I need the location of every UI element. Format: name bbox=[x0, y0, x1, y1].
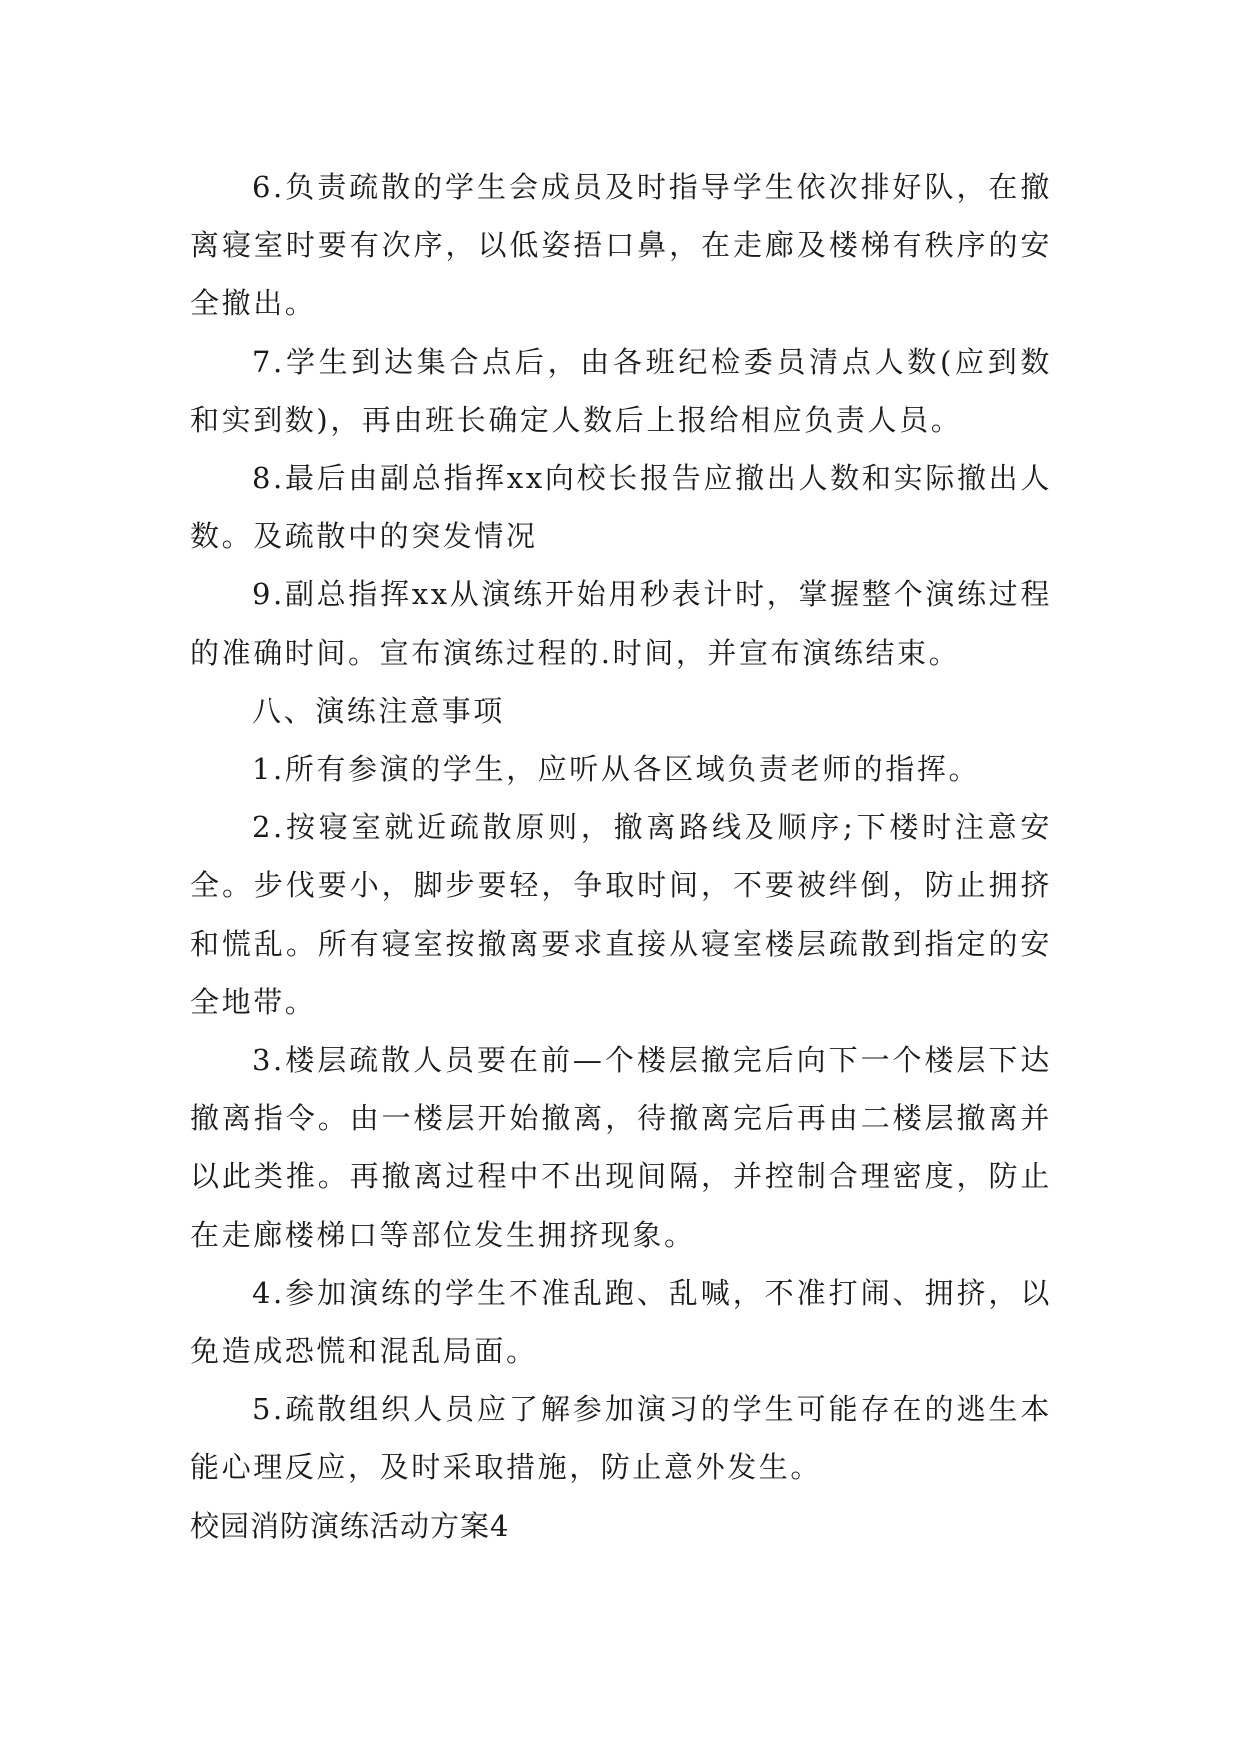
note-item-5: 5.疏散组织人员应了解参加演习的学生可能存在的逃生本能心理反应，及时采取措施，防止意外发生。 bbox=[190, 1392, 1052, 1485]
next-document-title: 校园消防演练活动方案4 bbox=[190, 1508, 510, 1543]
section-heading: 八、演练注意事项 bbox=[252, 693, 505, 728]
paragraph-step-7: 7.学生到达集合点后，由各班纪检委员清点人数(应到数和实到数)，再由班长确定人数后上报给相应负责人员。 bbox=[190, 344, 1052, 437]
note-item-2: 2.按寝室就近疏散原则，撤离路线及顺序;下楼时注意安全。步伐要小，脚步要轻，争取时间，不要被绊倒，防止拥挤和慌乱。所有寝室按撤离要求直接从寝室楼层疏散到指定的安全地带。 bbox=[190, 810, 1052, 1019]
note-item-3: 3.楼层疏散人员要在前—个楼层撤完后向下一个楼层下达撤离指令。由一楼层开始撤离，待撤离完后再由二楼层撤离并以此类推。再撤离过程中不出现间隔，并控制合理密度，防止在走廊楼梯口等部位发生拥挤现象。 bbox=[190, 1043, 1052, 1252]
document-body bbox=[190, 158, 1052, 1555]
paragraph-step-8: 8.最后由副总指挥xx向校长报告应撤出人数和实际撤出人数。及疏散中的突发情况 bbox=[190, 461, 1052, 554]
paragraph-step-9: 9.副总指挥xx从演练开始用秒表计时，掌握整个演练过程的准确时间。宣布演练过程的.时间，并宣布演练结束。 bbox=[190, 577, 1052, 670]
note-item-1: 1.所有参演的学生，应听从各区域负责老师的指挥。 bbox=[252, 752, 981, 787]
note-item-4: 4.参加演练的学生不准乱跑、乱喊，不准打闹、拥挤，以免造成恐慌和混乱局面。 bbox=[190, 1275, 1052, 1369]
paragraph-step-6: 6.负责疏散的学生会成员及时指导学生依次排好队，在撤离寝室时要有次序，以低姿捂口鼻，在走廊及楼梯有秩序的安全撤出。 bbox=[190, 170, 1052, 321]
